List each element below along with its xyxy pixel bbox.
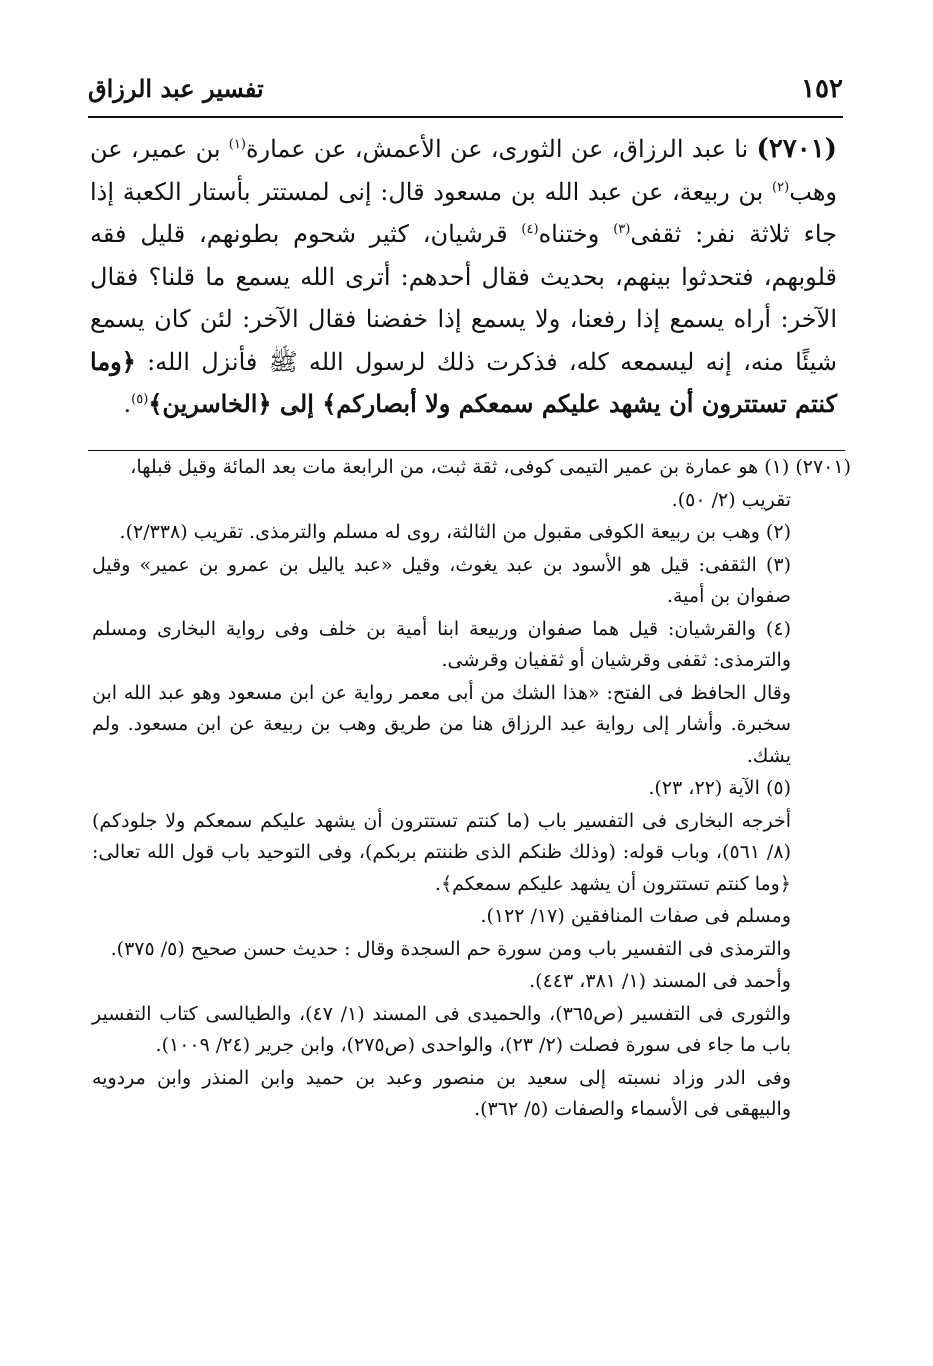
hadith-text <box>90 128 837 426</box>
footnote: (٤) والقرشيان: قيل هما صفوان وربيعة ابنا أمية بن خلف وفى رواية البخارى ومسلم والترمذى: ثقفى وقرشيان أو ثقفيان وقرشى. <box>92 617 791 671</box>
footnote-ref[interactable]: (٤) <box>521 222 539 237</box>
footnote: أخرجه البخارى فى التفسير باب (ما كنتم تستترون أن يشهد عليكم سمعكم ولا جلودكم) (٨/ ٥٦١)، وباب قوله: (وذلك ظنكم الذى ظننتم بربكم)، وفى التوحيد باب قول الله تعالى: ﴿وما كنتم تستترون أن يشهد عليكم سمعكم﴾. <box>92 809 791 895</box>
running-title: تفسير عبد الرزاق <box>88 74 264 103</box>
hadith-number: (٢٧٠١) <box>756 134 837 164</box>
text-segment: بن عمير، عن وهب <box>90 135 837 206</box>
footnote: والثورى فى التفسير (ص٣٦٥)، والحميدى فى المسند (١/ ٤٧)، والطيالسى كتاب التفسير باب ما جاء فى سورة فصلت (٢/ ٢٣)، والواحدى (ص٢٧٥)، وابن جرير (٢٤/ ١٠٠٩). <box>92 1002 791 1056</box>
text-segment: نا عبد الرزاق، عن الثورى، عن الأعمش، عن عمارة <box>245 135 757 163</box>
footnote: (٢) وهب بن ربيعة الكوفى مقبول من الثالثة، روى له مسلم والترمذى. تقريب (٢/٣٣٨). <box>119 521 791 543</box>
footnote: (٢٧٠١) (١) هو عمارة بن عمير التيمى كوفى، ثقة ثبت، من الرابعة مات بعد المائة وقيل قبلها، <box>130 456 851 478</box>
footnote: وأحمد فى المسند (١/ ٣٨١، ٤٤٣). <box>529 970 791 992</box>
footnote-ref[interactable]: (٥) <box>131 392 149 407</box>
footnote: والترمذى فى التفسير باب ومن سورة حم السجدة وقال : حديث حسن صحيح (٥/ ٣٧٥). <box>110 937 791 960</box>
footnote: وقال الحافظ فى الفتح: «هذا الشك من أبى معمر رواية عن ابن مسعود وهو عبد الله ابن سخبرة. وأشار إلى رواية عبد الرزاق هنا من طريق وهب بن ربيعة عن ابن مسعود. ولم يشك. <box>92 681 791 767</box>
footnote: ومسلم فى صفات المنافقين (١٧/ ١٢٢). <box>480 905 791 927</box>
hadith-paragraph <box>90 128 837 426</box>
quran-quote: ﴿وما كنتم تستترون أن يشهد عليكم سمعكم ولا أبصاركم﴾ إلى ﴿الخاسرين﴾ <box>90 346 837 418</box>
footnote: تقريب (٢/ ٥٠). <box>671 488 791 511</box>
page-header <box>88 74 843 114</box>
text-segment: . <box>123 390 132 418</box>
footnote: (٥) الآية (٢٢، ٢٣). <box>648 777 791 799</box>
text-segment: بن ربيعة، عن عبد الله بن مسعود قال: إنى لمستتر بأستار الكعبة إذا جاء ثلاثة نفر: ثقفى <box>90 177 838 248</box>
footnote-rule <box>88 450 845 451</box>
footnote: وفى الدر وزاد نسبته إلى سعيد بن منصور وعبد بن حميد وابن المنذر وابن مردويه والبيهقى فى الأسماء والصفات (٥/ ٣٦٢). <box>92 1066 791 1120</box>
footnote-ref[interactable]: (٢) <box>772 179 790 195</box>
footnote-ref[interactable]: (١) <box>228 137 246 152</box>
page-number: ١٥٢ <box>801 74 843 104</box>
text-segment: وختناه <box>538 220 614 248</box>
footnote-ref[interactable]: (٣) <box>613 222 631 237</box>
footnotes <box>92 452 851 1127</box>
text-segment: قرشيان، كثير شحوم بطونهم، قليل فقه قلوبهم، فتحدثوا بينهم، بحديث فقال أحدهم: أترى الله يسمع ما قلنا؟ فقال الآخر: أراه يسمع إذا رفعنا، ولا يسمع إذا خفضنا فقال الآخر: لئن كان يسمع شيئًا منه، إنه ليسمعه كله، فذكرت ذلك لرسول الله ﷺ فأنزل الله: <box>90 220 837 376</box>
footnote: (٣) الثقفى: قيل هو الأسود بن عبد يغوث، وقيل «عبد ياليل بن عمرو بن عمير» وقيل صفوان بن أمية. <box>92 553 791 607</box>
header-rule <box>88 116 843 118</box>
